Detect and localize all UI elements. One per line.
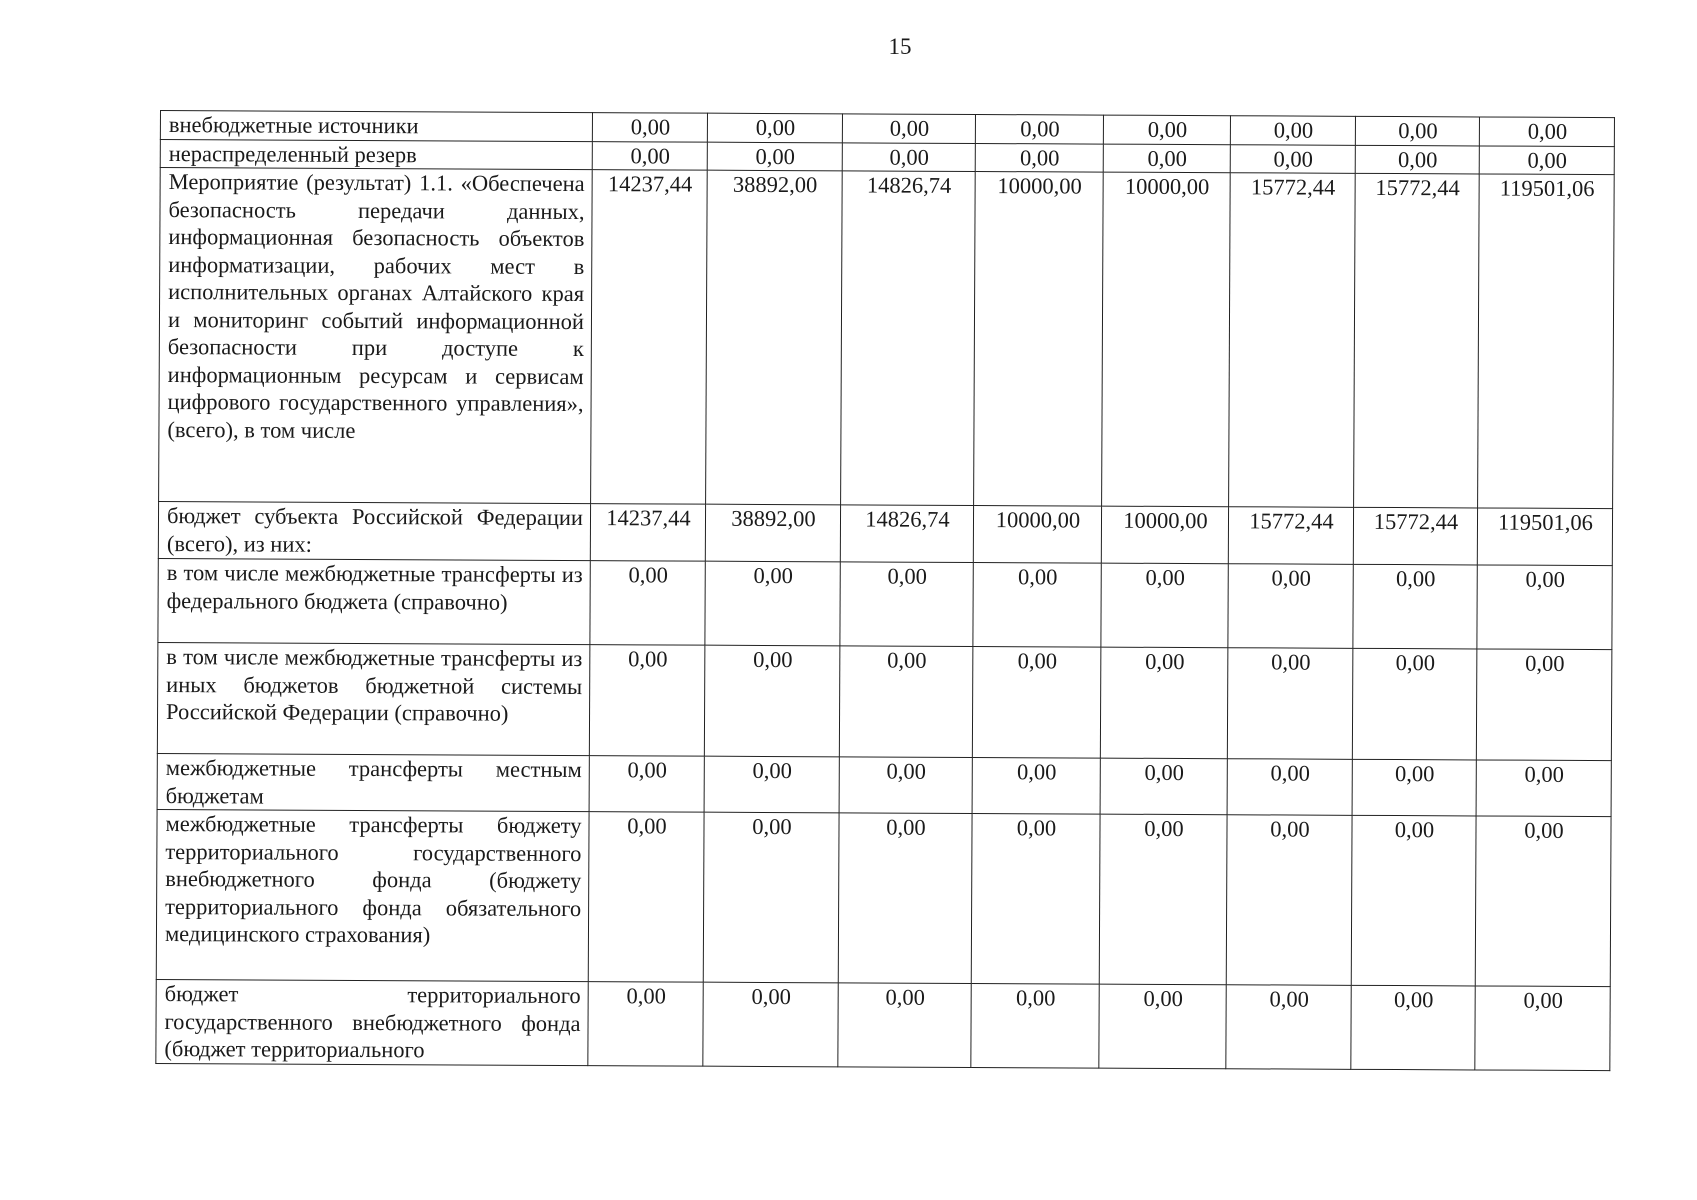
row-label: межбюджетные трансферты местным бюджетам	[157, 753, 589, 811]
value-cell: 14826,74	[840, 505, 973, 563]
value-cell: 0,00	[1099, 984, 1226, 1069]
value-cell: 0,00	[1100, 647, 1228, 759]
value-cell: 0,00	[1226, 985, 1351, 1070]
value-cell: 38892,00	[705, 504, 840, 562]
value-cell: 0,00	[707, 113, 842, 142]
value-cell: 10000,00	[973, 505, 1101, 563]
value-cell: 0,00	[1351, 815, 1476, 986]
value-cell: 15772,44	[1354, 173, 1480, 508]
value-cell: 15772,44	[1228, 507, 1353, 565]
value-cell: 10000,00	[1102, 172, 1231, 507]
value-cell: 0,00	[973, 562, 1101, 647]
table-row	[157, 753, 1611, 816]
value-cell: 0,00	[838, 813, 972, 984]
value-cell: 0,00	[838, 983, 971, 1068]
value-cell: 0,00	[975, 143, 1103, 172]
value-cell: 0,00	[1479, 117, 1614, 146]
value-cell: 0,00	[589, 756, 704, 813]
value-cell: 0,00	[589, 645, 705, 757]
value-cell: 0,00	[1101, 563, 1228, 648]
value-cell: 0,00	[1230, 144, 1355, 173]
table-row	[156, 809, 1611, 986]
value-cell: 0,00	[703, 812, 839, 983]
value-cell: 0,00	[704, 645, 840, 757]
value-cell: 0,00	[840, 562, 973, 647]
value-cell: 14237,44	[591, 170, 708, 505]
value-cell: 0,00	[1227, 648, 1353, 760]
value-cell: 0,00	[1099, 814, 1227, 985]
value-cell: 0,00	[705, 561, 840, 646]
value-cell: 0,00	[1476, 649, 1612, 761]
value-cell: 0,00	[972, 646, 1101, 758]
value-cell: 119501,06	[1477, 508, 1612, 566]
value-cell: 0,00	[1352, 648, 1477, 760]
value-cell: 15772,44	[1353, 507, 1477, 565]
value-cell: 0,00	[592, 113, 707, 142]
row-label: в том числе межбюджетные трансферты из иных бюджетов бюджетной системы Российской Федерации (справочно)	[157, 642, 590, 755]
table-row	[156, 979, 1610, 1070]
value-cell: 14237,44	[590, 504, 705, 562]
row-label: в том числе межбюджетные трансферты из федерального бюджета (справочно)	[158, 558, 590, 644]
table-row	[158, 501, 1612, 565]
value-cell: 15772,44	[1229, 173, 1356, 508]
value-cell: 0,00	[1351, 985, 1475, 1070]
value-cell: 0,00	[842, 114, 975, 143]
value-cell: 0,00	[1476, 760, 1611, 817]
value-cell: 0,00	[704, 756, 839, 813]
value-cell: 0,00	[971, 813, 1100, 984]
value-cell: 119501,06	[1478, 174, 1615, 509]
value-cell: 0,00	[1230, 116, 1355, 145]
value-cell: 0,00	[842, 142, 975, 171]
value-cell: 0,00	[592, 141, 707, 170]
row-label: бюджет субъекта Российской Федерации (всего), из них:	[158, 501, 590, 560]
budget-table	[155, 110, 1615, 1071]
value-cell: 10000,00	[974, 171, 1104, 506]
value-cell: 0,00	[1355, 145, 1479, 174]
row-label: бюджет территориального государственного внебюджетного фонда (бюджет территориального	[156, 979, 588, 1065]
value-cell: 0,00	[1100, 758, 1227, 815]
table-row	[157, 642, 1612, 760]
value-cell: 0,00	[588, 812, 704, 983]
value-cell: 0,00	[839, 646, 973, 758]
table-row	[159, 168, 1615, 509]
value-cell: 0,00	[1353, 564, 1477, 649]
row-label: Мероприятие (результат) 1.1. «Обеспечена безопасность передачи данных, информационная безопасность объектов информатизации, рабочих мест в исполнительных органах Алтайского края и мониторинг событий информационной безопасности при доступе к информационным ресурсам и сервисам цифрового государственного управления», (всего), в том числе	[159, 168, 593, 504]
value-cell: 14826,74	[841, 171, 976, 506]
value-cell: 0,00	[1352, 759, 1476, 816]
value-cell: 0,00	[707, 142, 842, 171]
value-cell: 38892,00	[706, 170, 843, 505]
row-label: внебюджетные источники	[160, 111, 592, 142]
value-cell: 10000,00	[1101, 506, 1228, 564]
table-row	[158, 558, 1612, 649]
value-cell: 0,00	[975, 114, 1103, 143]
value-cell: 0,00	[1477, 565, 1612, 650]
value-cell: 0,00	[703, 982, 838, 1067]
value-cell: 0,00	[1103, 115, 1230, 144]
value-cell: 0,00	[1475, 816, 1611, 987]
value-cell: 0,00	[1475, 986, 1610, 1071]
page-number: 15	[888, 34, 912, 59]
value-cell: 0,00	[839, 757, 972, 814]
value-cell: 0,00	[1227, 759, 1352, 816]
value-cell: 0,00	[1103, 144, 1230, 173]
value-cell: 0,00	[1226, 815, 1352, 986]
value-cell: 0,00	[971, 983, 1099, 1068]
row-label: межбюджетные трансферты бюджету территориального государственного внебюджетного фонда (бюджету территориального фонда обязательного медицинского страхования)	[156, 809, 589, 981]
value-cell: 0,00	[1479, 145, 1614, 174]
value-cell: 0,00	[972, 757, 1100, 814]
value-cell: 0,00	[590, 561, 705, 646]
value-cell: 0,00	[588, 982, 703, 1067]
value-cell: 0,00	[1355, 116, 1479, 145]
row-label: нераспределенный резерв	[160, 139, 592, 170]
value-cell: 0,00	[1228, 564, 1353, 649]
